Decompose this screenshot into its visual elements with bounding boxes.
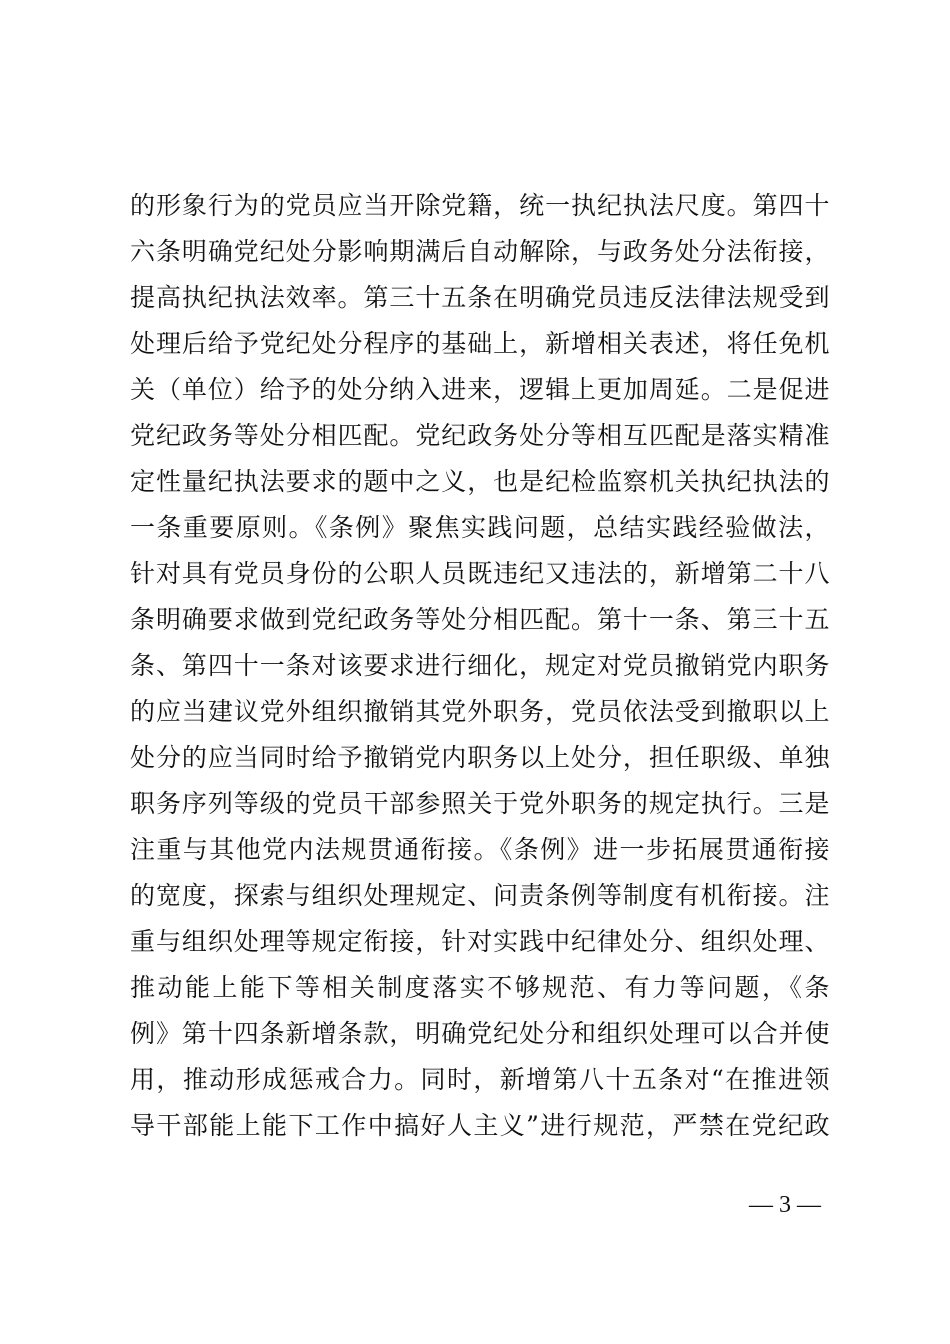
- text-line: 党纪政务等处分相匹配。党纪政务处分等相互匹配是落实精准: [130, 421, 830, 450]
- text-line: 条、第四十一条对该要求进行细化，规定对党员撤销党内职务: [130, 651, 830, 680]
- text-line: 关（单位）给予的处分纳入进来，逻辑上更加周延。二是促进: [130, 375, 830, 404]
- text-line: 的形象行为的党员应当开除党籍，统一执纪执法尺度。第四十: [130, 191, 830, 220]
- text-line: 的应当建议党外组织撤销其党外职务，党员依法受到撤职以上: [130, 697, 830, 726]
- text-line: 职务序列等级的党员干部参照关于党外职务的规定执行。三是: [130, 789, 830, 818]
- text-line: 例》第十四条新增条款，明确党纪处分和组织处理可以合并使: [130, 1019, 830, 1048]
- text-line: 处理后给予党纪处分程序的基础上，新增相关表述，将任免机: [130, 329, 830, 358]
- text-line: 处分的应当同时给予撤销党内职务以上处分，担任职级、单独: [130, 743, 830, 772]
- text-line: 一条重要原则。《条例》聚焦实践问题，总结实践经验做法，: [130, 513, 830, 542]
- text-line: 定性量纪执法要求的题中之义，也是纪检监察机关执纪执法的: [130, 467, 830, 496]
- text-line: 重与组织处理等规定衔接，针对实践中纪律处分、组织处理、: [130, 927, 830, 956]
- text-line: 针对具有党员身份的公职人员既违纪又违法的，新增第二十八: [130, 559, 830, 588]
- body-text: [130, 183, 830, 1149]
- text-line: 注重与其他党内法规贯通衔接。《条例》进一步拓展贯通衔接: [130, 835, 830, 864]
- text-line: 推动能上能下等相关制度落实不够规范、有力等问题，《条: [130, 973, 830, 1002]
- text-line: 六条明确党纪处分影响期满后自动解除，与政务处分法衔接，: [130, 237, 830, 266]
- text-line: 条明确要求做到党纪政务等处分相匹配。第十一条、第三十五: [130, 605, 830, 634]
- page-number: — 3 —: [749, 1192, 821, 1218]
- text-line: 的宽度，探索与组织处理规定、问责条例等制度有机衔接。注: [130, 881, 830, 910]
- text-line: 导干部能上能下工作中搞好人主义”进行规范，严禁在党纪政: [130, 1111, 830, 1140]
- text-line: 用，推动形成惩戒合力。同时，新增第八十五条对“在推进领: [130, 1065, 830, 1094]
- text-line: 提高执纪执法效率。第三十五条在明确党员违反法律法规受到: [130, 283, 830, 312]
